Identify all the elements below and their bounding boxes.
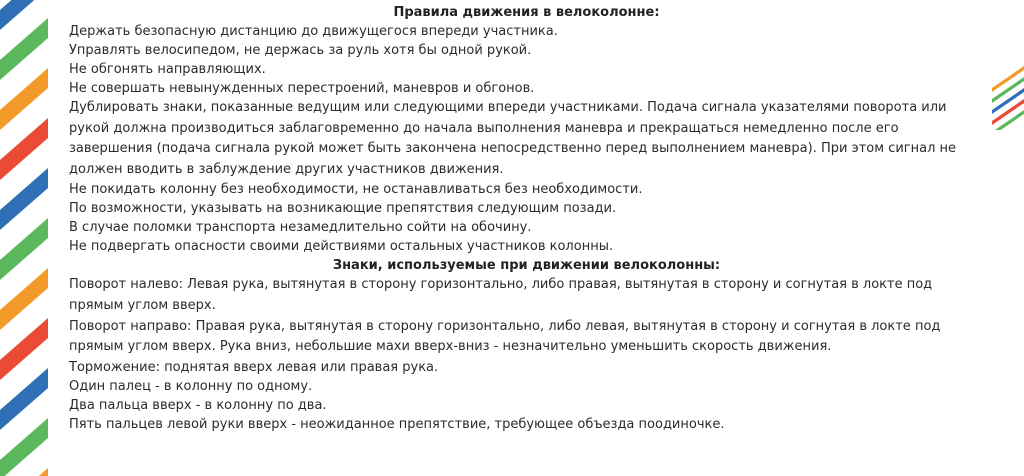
stripe-left xyxy=(0,68,48,130)
rule-item: Дублировать знаки, показанные ведущим или следующими впереди участниками. Подача сигнала указателями поворота или рукой должна производиться заблаговременно до начала выполнения маневра и прекращаться немедленно после его завершения (подача сигнала рукой может быть закончена непосредственно перед выполнением маневра). При этом сигнал не должен вводить в заблуждение других участников движения. xyxy=(69,100,957,177)
document-body xyxy=(69,3,984,434)
stripe-left xyxy=(0,268,48,330)
signal-item: Два пальца вверх - в колонну по два. xyxy=(69,397,327,413)
stripe-left xyxy=(0,218,48,280)
signal-item: Пять пальцев левой руки вверх - неожиданное препятствие, требующее объезда поодиночке. xyxy=(69,416,725,432)
stripe-left xyxy=(0,118,48,180)
signal-item: Поворот направо: Правая рука, вытянутая в сторону горизонтально, либо левая, вытянутая в сторону и согнутая в локте под прямым углом вверх. Рука вниз, небольшие махи вверх-вниз - незначительно уменьшить скорость движения. xyxy=(69,318,941,355)
rule-item: Не совершать невынужденных перестроений, маневров и обгонов. xyxy=(69,81,535,96)
rule-item: Не покидать колонну без необходимости, не останавливаться без необходимости. xyxy=(69,182,643,198)
signal-item: Торможение: поднятая вверх левая или правая рука. xyxy=(69,359,439,375)
rule-item: В случае поломки транспорта незамедлительно сойти на обочину. xyxy=(69,220,532,236)
stripe-left xyxy=(0,318,48,380)
rule-item: Не подвергать опасности своими действиями остальных участников колонны. xyxy=(69,239,614,255)
decorative-stripes-left xyxy=(0,0,48,476)
stripe-left xyxy=(0,18,48,80)
rule-item: Не обгонять направляющих. xyxy=(69,62,266,77)
stripe-left xyxy=(0,168,48,230)
signal-item: Поворот налево: Левая рука, вытянутая в сторону горизонтально, либо правая, вытянутая в сторону и согнутая в локте под прямым углом вверх. xyxy=(69,277,933,313)
signals-heading: Знаки, используемые при движении велоколонны: xyxy=(332,258,721,274)
stripe-left xyxy=(0,418,48,476)
rule-item: Держать безопасную дистанцию до движущегося впереди участника. xyxy=(69,24,558,39)
decorative-stripes-right xyxy=(984,60,1024,130)
signal-item: Один палец - в колонну по одному. xyxy=(69,378,313,394)
rule-item: Управлять велосипедом, не держась за руль хотя бы одной рукой. xyxy=(69,43,532,58)
rule-item: По возможности, указывать на возникающие препятствия следующим позади. xyxy=(69,201,617,217)
rules-heading: Правила движения в велоколонне: xyxy=(393,5,660,20)
stripe-left xyxy=(0,368,48,430)
